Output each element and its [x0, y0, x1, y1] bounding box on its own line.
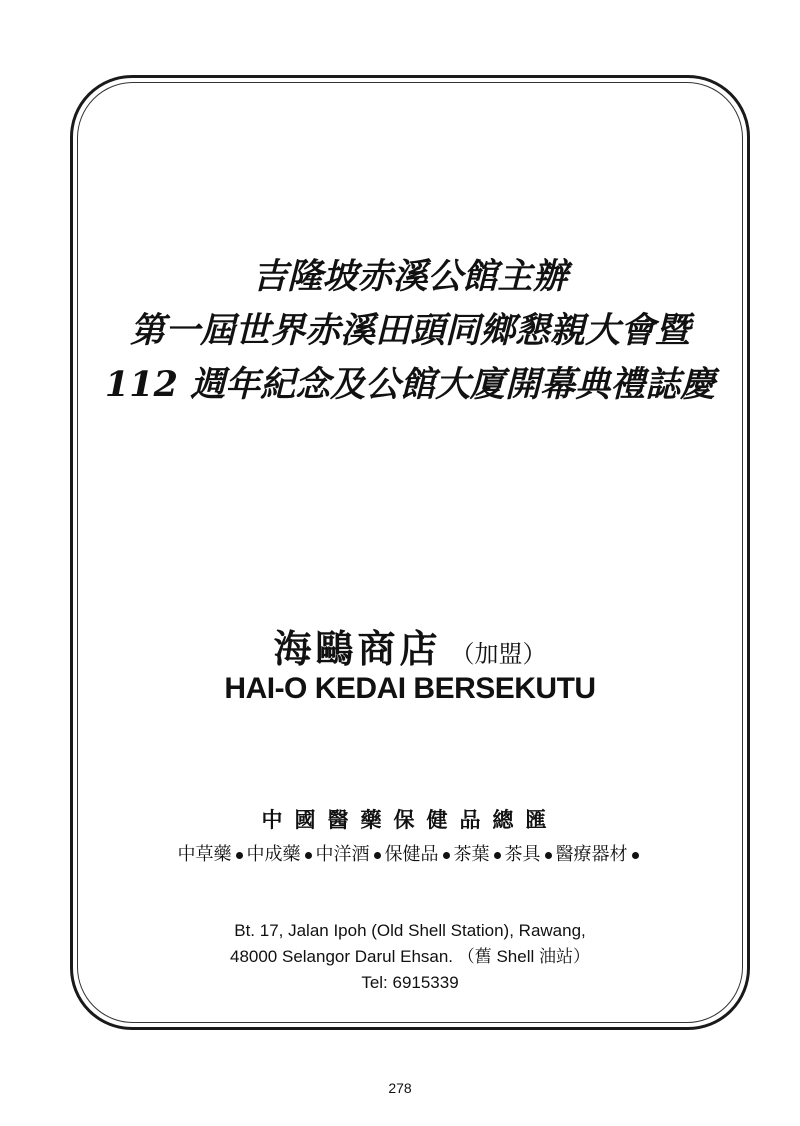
product-item: 中草藥 — [177, 844, 232, 865]
department-title: 中國醫藥保健品總匯 — [261, 808, 559, 832]
bullet-icon — [545, 852, 552, 859]
shop-tag-cn: （加盟） — [450, 640, 547, 668]
shop-name-english: HAI-O KEDAI BERSEKUTU — [224, 672, 596, 705]
address-phone: Tel: 6915339 — [361, 973, 459, 992]
bullet-icon — [494, 852, 501, 859]
bullet-icon — [305, 852, 312, 859]
address-postcode: 48000 Selangor Darul Ehsan. （舊 Shell 油站） — [229, 947, 590, 966]
page-border-inner — [77, 82, 743, 1023]
product-item: 保健品 — [384, 844, 439, 865]
product-item: 醫療器材 — [555, 844, 628, 865]
heading-line-event: 第一屆世界赤溪田頭同鄉懇親大會暨 — [129, 310, 690, 351]
product-item: 中洋酒 — [315, 844, 370, 865]
product-item: 茶葉 — [453, 844, 490, 865]
shop-name-cn: 海鷗商店 — [273, 626, 442, 671]
product-item: 中成藥 — [246, 844, 301, 865]
bullet-icon — [236, 852, 243, 859]
event-heading — [70, 250, 750, 412]
heading-line-anniversary: 112 週年紀念及公館大廈開幕典禮誌慶 — [104, 364, 716, 405]
bullet-icon — [374, 852, 381, 859]
bullet-icon — [632, 852, 639, 859]
page-number: 278 — [388, 1080, 412, 1096]
shop-name-chinese — [70, 618, 750, 673]
address-street: Bt. 17, Jalan Ipoh (Old Shell Station), Rawang, — [234, 921, 586, 940]
product-item: 茶具 — [504, 844, 541, 865]
shop-address — [70, 918, 750, 996]
product-list — [70, 840, 750, 866]
heading-line-organizer: 吉隆坡赤溪公館主辦 — [252, 256, 568, 297]
bullet-icon — [443, 852, 450, 859]
